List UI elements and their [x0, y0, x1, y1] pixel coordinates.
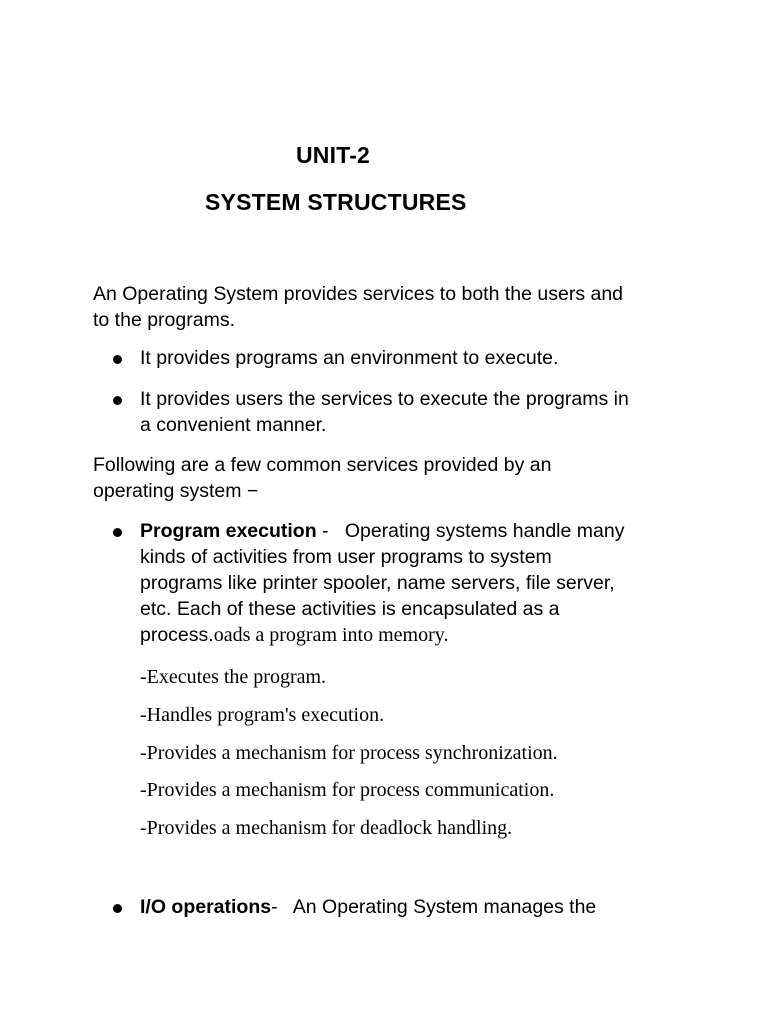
bullet-icon	[113, 904, 122, 913]
program-execution-text: Operating systems handle many	[344, 520, 625, 542]
services-intro-line: Following are a few common services provided by an	[93, 454, 552, 476]
io-operations-line	[140, 894, 690, 920]
section-title: SYSTEM STRUCTURES	[205, 189, 467, 215]
program-execution-text: process.	[140, 624, 214, 646]
program-execution-line	[140, 518, 690, 544]
sub-item: -Provides a mechanism for deadlock handling.	[140, 817, 513, 839]
program-execution-term: Program execution	[140, 520, 317, 542]
program-execution-line: etc. Each of these activities is encapsulated as a	[140, 598, 560, 620]
intro-line: to the programs.	[93, 309, 235, 331]
bullet-text	[140, 894, 690, 920]
sub-item: -Provides a mechanism for process synchronization.	[140, 742, 558, 764]
sub-item: -Executes the program.	[140, 666, 327, 688]
bullet-line: It provides programs an environment to execute.	[140, 347, 559, 369]
sub-item: -Handles program's execution.	[140, 704, 385, 726]
services-intro-line: operating system −	[93, 480, 259, 502]
bullet-line: a convenient manner.	[140, 414, 327, 436]
intro-paragraph	[93, 281, 693, 333]
program-execution-line	[140, 622, 690, 648]
io-operations-text: An Operating System manages the	[292, 896, 597, 918]
bullet-text	[140, 386, 690, 438]
io-operations-term: I/O operations	[140, 896, 272, 918]
bullet-text	[140, 345, 690, 371]
program-execution-line: kinds of activities from user programs to system	[140, 546, 552, 568]
unit-title: UNIT-2	[296, 142, 371, 168]
bullet-icon	[113, 528, 122, 537]
term-separator: -	[271, 896, 293, 918]
program-execution-text: oads a program into memory.	[213, 624, 449, 646]
bullet-text	[140, 518, 690, 648]
bullet-icon	[113, 355, 122, 364]
term-separator: -	[316, 520, 345, 542]
sub-item: -Provides a mechanism for process communication.	[140, 779, 555, 801]
bullet-line: It provides users the services to execute the programs in	[140, 388, 629, 410]
intro-line: An Operating System provides services to both the users and	[93, 283, 624, 305]
services-intro-paragraph	[93, 452, 693, 504]
program-execution-line: programs like printer spooler, name servers, file server,	[140, 572, 615, 594]
bullet-icon	[113, 396, 122, 405]
